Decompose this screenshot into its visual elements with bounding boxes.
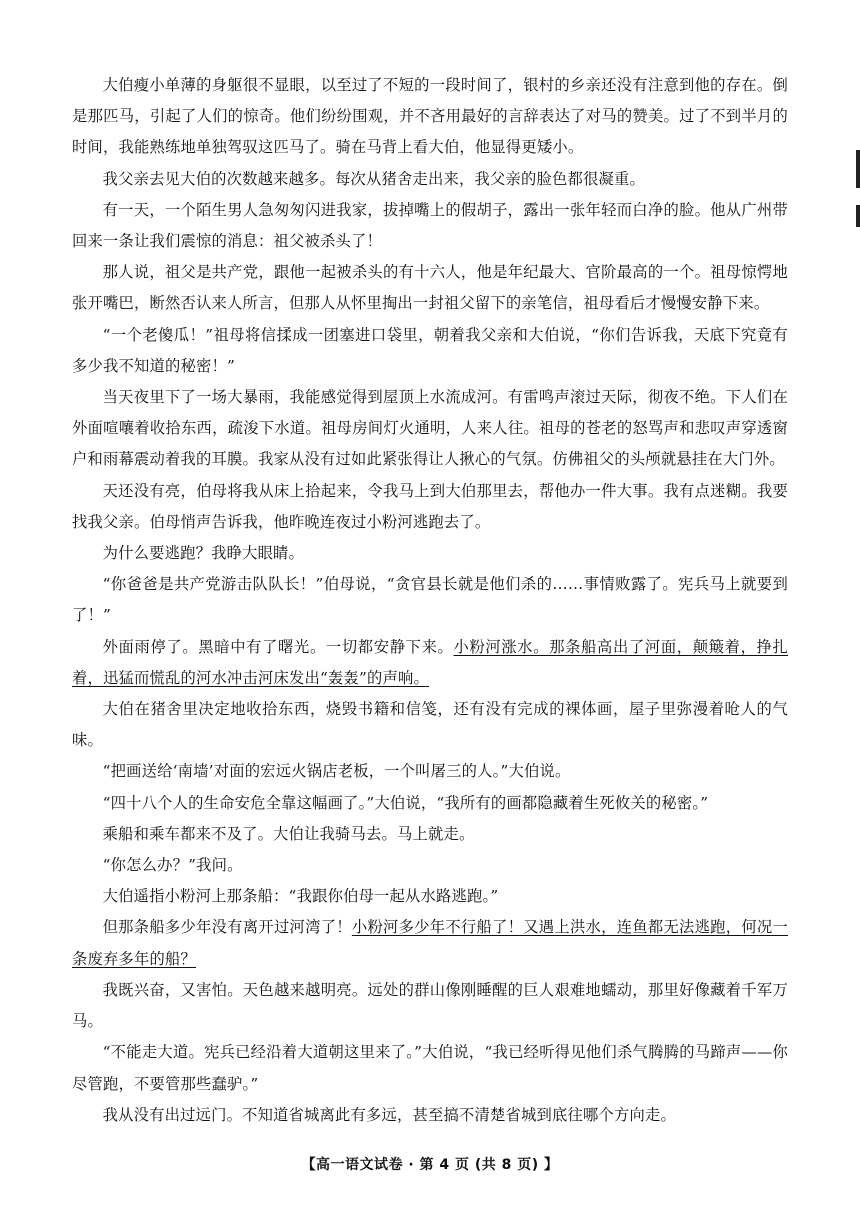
paragraph (72, 1100, 788, 1131)
paragraph (72, 70, 788, 164)
paragraph-text: 天还没有亮，伯母将我从床上拾起来，令我马上到大伯那里去，帮他办一件大事。我有点迷糊。我要找我父亲。伯母悄声告诉我，他昨晚连夜过小粉河逃跑去了。 (72, 481, 788, 531)
scan-edge-mark (856, 205, 860, 227)
underlined-sentence: 小粉河多少年不行船了！又遇上洪水，连鱼都无法逃跑，何况一条废弃多年的船？ (72, 918, 788, 968)
paragraph-text: 乘船和乘车都来不及了。大伯让我骑马去。马上就走。 (102, 824, 475, 843)
paragraph (72, 694, 788, 756)
paragraph (72, 195, 788, 257)
paragraph-text: “不能走大道。宪兵已经沿着大道朝这里来了。”大伯说，“我已经听得见他们杀气腾腾的马蹄声——你尽管跑，不要管那些蠢驴。” (72, 1043, 788, 1093)
paragraph (72, 164, 788, 195)
paragraph (72, 382, 788, 476)
paragraph (72, 975, 788, 1037)
paragraph-text: 为什么要逃跑？我睁大眼睛。 (102, 544, 305, 563)
paragraph-text: “一个老傻瓜！”祖母将信揉成一团塞进口袋里，朝着我父亲和大伯说，“你们告诉我，天底下究竟有多少我不知道的秘密！” (72, 325, 788, 375)
paragraph (72, 881, 788, 912)
paragraph (72, 476, 788, 538)
paragraph (72, 756, 788, 787)
paragraph-text: 有一天，一个陌生男人急匆匆闪进我家，拔掉嘴上的假胡子，露出一张年轻而白净的脸。他从广州带回来一条让我们震惊的消息：祖父被杀头了！ (72, 200, 788, 251)
paragraph-text: 大伯遥指小粉河上那条船：“我跟你伯母一起从水路逃跑。” (102, 887, 499, 906)
paragraph-text: 大伯瘦小单薄的身躯很不显眼，以至过了不短的一段时间了，银村的乡亲还没有注意到他的存在。倒是那匹马，引起了人们的惊奇。他们纷纷围观，并不吝用最好的言辞表达了对马的赞美。过了不到半月的时间，我能熟练地单独驾驭这匹马了。骑在马背上看大伯，他显得更矮小。 (72, 76, 788, 157)
paragraph-text: 我从没有出过远门。不知道省城离此有多远，甚至搞不清楚省城到底往哪个方向走。 (102, 1105, 676, 1124)
paragraph-text: 外面雨停了。黑暗中有了曙光。一切都安静下来。 (102, 637, 454, 656)
paragraph-text: 大伯在猪舍里决定地收拾东西，烧毁书籍和信笺，还有没有完成的裸体画，屋子里弥漫着呛人的气味。 (72, 700, 788, 750)
paragraph (72, 819, 788, 850)
paragraph-text: “你爸爸是共产党游击队队长！”伯母说，“贪官县长就是他们杀的……事情败露了。宪兵马上就要到了！” (72, 575, 788, 625)
paragraph-text: 那人说，祖父是共产党，跟他一起被杀头的有十六人，他是年纪最大、官阶最高的一个。祖母惊愕地张开嘴巴，断然否认来人所言，但那人从怀里掏出一封祖父留下的亲笔信，祖母看后才慢慢安静下来。 (72, 263, 788, 313)
scan-edge-mark (856, 150, 860, 188)
paragraph-text: 我既兴奋，又害怕。天色越来越明亮。远处的群山像刚睡醒的巨人艰难地蠕动，那里好像藏着千军万马。 (72, 980, 788, 1031)
paragraph (72, 257, 788, 319)
paragraph-text: 当天夜里下了一场大暴雨，我能感觉得到屋顶上水流成河。有雷鸣声滚过天际，彻夜不绝。下人们在外面喧嚷着收拾东西，疏浚下水道。祖母房间灯火通明，人来人往。祖母的苍老的怒骂声和悲叹声穿透窗户和雨幕震动着我的耳膜。我家从没有过如此紧张得让人揪心的气氛。仿佛祖父的头颅就悬挂在大门外。 (72, 388, 788, 469)
paragraph-text: 但那条船多少年没有离开过河湾了！ (102, 918, 352, 937)
paragraph-text: 我父亲去见大伯的次数越来越多。每次从猪舍走出来，我父亲的脸色都很凝重。 (102, 169, 645, 188)
paragraph (72, 538, 788, 569)
underlined-sentence: 小粉河涨水。那条船高出了河面，颠簸着，挣扎着，迅猛而慌乱的河水冲击河床发出“轰轰”的声响。 (72, 637, 788, 687)
paragraph (72, 850, 788, 881)
paragraph-text: “把画送给‘南墙’对面的宏远火锅店老板，一个叫屠三的人。”大伯说。 (102, 762, 571, 781)
paragraph (72, 912, 788, 974)
article-body (72, 70, 788, 1131)
paragraph (72, 320, 788, 382)
paragraph (72, 632, 788, 694)
paragraph-text: “你怎么办？”我问。 (102, 856, 243, 875)
page-footer: 【高一语文试卷 · 第 4 页 (共 8 页) 】 (301, 1157, 559, 1173)
paragraph (72, 1037, 788, 1099)
paragraph-text: “四十八个人的生命安危全靠这幅画了。”大伯说，“我所有的画都隐藏着生死攸关的秘密。” (102, 793, 709, 812)
paragraph (72, 569, 788, 631)
paragraph (72, 788, 788, 819)
